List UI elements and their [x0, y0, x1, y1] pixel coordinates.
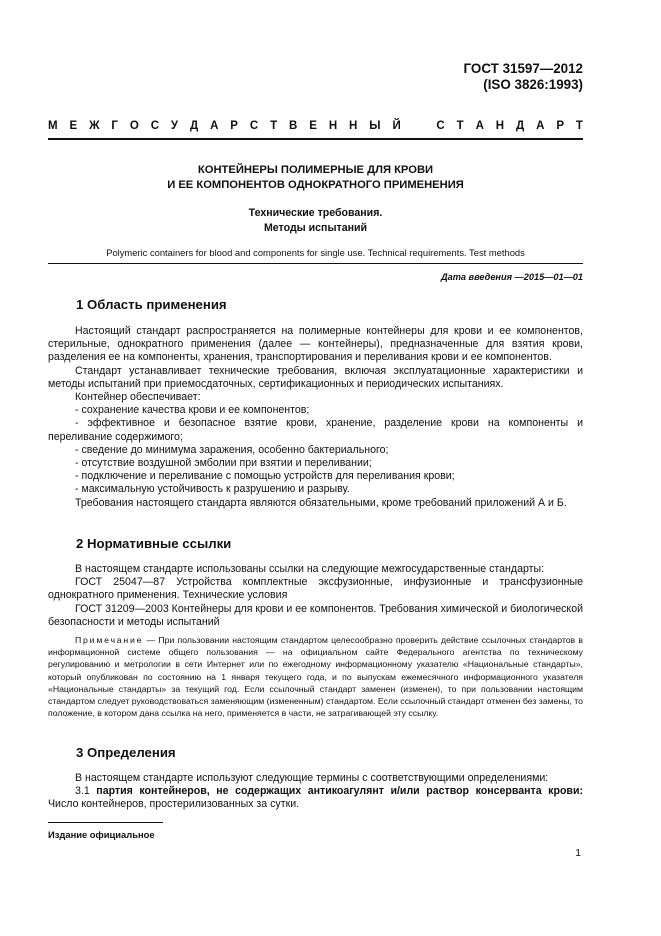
paragraph: Требования настоящего стандарта являются обязательными, кроме требований приложений А и Б. [75, 496, 567, 509]
intro-date: Дата введения —2015—01—01 [440, 272, 583, 282]
banner-letter: Н [495, 120, 505, 132]
document-designation [464, 61, 583, 93]
banner-letter: Р [556, 120, 565, 132]
section-3-body [48, 772, 583, 812]
document-title [48, 163, 583, 193]
list-item: - сведение до минимума заражения, особенно бактериального; [75, 443, 389, 456]
banner-letter: Т [575, 120, 583, 132]
reference-gost-31209: ГОСТ 31209—2003 Контейнеры для крови и ее компонентов. Требования химической и биологической безопасности и методы испытаний [48, 602, 583, 628]
note [48, 634, 583, 719]
term: партия контейнеров, не содержащих антикоагулянт и/или раствор консерванта крови: [96, 785, 583, 798]
banner-letter: Е [69, 120, 78, 132]
banner-letter: Т [270, 120, 278, 132]
banner-letter: Д [516, 120, 525, 132]
subtitle-line-1: Технические требования. [248, 207, 383, 219]
banner-letter: Г [111, 120, 118, 132]
banner-letter: С [436, 120, 445, 132]
definition: Число контейнеров, простерилизованных за сутки. [48, 798, 300, 811]
footer-rule [48, 822, 163, 823]
section-2-heading: 2 Нормативные ссылки [76, 536, 232, 551]
paragraph: В настоящем стандарте используют следующие термины с соответствующими определениями: [75, 772, 549, 784]
term-number: 3.1 [75, 785, 97, 798]
subtitle-line-2: Методы испытаний [263, 222, 368, 234]
banner-letter: Н [349, 120, 358, 132]
banner-letter: С [249, 120, 259, 132]
banner-letter: Т [456, 120, 464, 132]
banner-letter: А [536, 120, 545, 132]
note-text: — При пользовании настоящим стандартом целесообразно проверить действие ссылочных стандартов в информационной системе общего пользования — на официальном сайте Федерального агентства по техническому регулированию и метрологии в сети Интернет или по ежегодному информационному указателю «Национальные стандарты», который опубликован по состоянию на 1 января текущего года, и по выпускам ежемесячного информационного указателя «Национальные стандарты» за текущий год. Если ссылочный стандарт заменен (изменен), то при пользовании настоящим стандартом следует руководствоваться заменяющим (измененным) стандартом. Если ссылочный стандарт отменен без замены, то положение, в котором дана ссылка на него, применяется в части, не затрагивающей эту ссылку. [48, 635, 583, 719]
banner-letter: О [129, 120, 139, 132]
banner-letter: У [170, 120, 179, 132]
english-title: Polymeric containers for blood and components for single use. Technical requirements. Test methods [106, 247, 525, 258]
section-3-heading: 3 Определения [76, 745, 176, 760]
banner-letter: Й [392, 120, 401, 132]
banner-letter: М [48, 120, 58, 132]
document-subtitle [48, 206, 583, 236]
banner-letter: В [289, 120, 298, 132]
banner-letter: А [475, 120, 484, 132]
section-1-body [48, 325, 583, 510]
banner-letter: Ы [369, 120, 381, 132]
banner-letter: Н [328, 120, 338, 132]
banner-letter: Д [189, 120, 199, 132]
list-item: - эффективное и безопасное взятие крови, хранение, разделение крови на компоненты и переливание содержимого; [48, 417, 583, 443]
banner-letter: Е [309, 120, 317, 132]
page-number: 1 [575, 848, 581, 859]
section-2-body [48, 563, 583, 629]
edition-label: Издание официальное [48, 829, 155, 840]
note-label: Примечание [75, 635, 144, 645]
banner-letter: Ж [89, 120, 100, 132]
list-item: - отсутствие воздушной эмболии при взятии и переливании; [75, 457, 372, 470]
banner-letter: С [150, 120, 159, 132]
iso-number: (ISO 3826:1993) [483, 77, 583, 92]
paragraph: Настоящий стандарт распространяется на полимерные контейнеры для крови и ее компонентов, стерильные, однократного применения (далее — контейнеры), предназначенные для взятия крови, разделения ее на компоненты, хранения, транспортирования и переливания крови и ее компонентов. [48, 325, 583, 364]
interstate-standard-banner [48, 120, 583, 132]
title-line-2: И ЕЕ КОМПОНЕНТОВ ОДНОКРАТНОГО ПРИМЕНЕНИЯ [167, 179, 464, 191]
banner-rule [48, 138, 583, 140]
banner-letter: Р [230, 120, 238, 132]
list-item: - максимальную устойчивость к разрушению и разрыву. [75, 483, 350, 496]
title-line-1: КОНТЕЙНЕРЫ ПОЛИМЕРНЫЕ ДЛЯ КРОВИ [197, 164, 434, 176]
banner-letter: А [210, 120, 219, 132]
section-1-heading: 1 Область применения [76, 297, 227, 312]
note-paragraph [48, 634, 583, 719]
list-item: - сохранение качества крови и ее компонентов; [75, 404, 310, 417]
title-rule [48, 263, 583, 264]
paragraph: Стандарт устанавливает технические требования, включая эксплуатационные характеристики и методы испытаний при приемосдаточных, сертификационных и периодических испытаниях. [48, 364, 583, 390]
list-item: - подключение и переливание с помощью устройств для переливания крови; [75, 470, 455, 483]
term-definition [48, 785, 583, 811]
paragraph: В настоящем стандарте использованы ссылки на следующие межгосударственные стандарты: [75, 563, 545, 575]
gost-number: ГОСТ 31597—2012 [463, 61, 583, 76]
paragraph: Контейнер обеспечивает: [75, 391, 201, 404]
reference-gost-25047: ГОСТ 25047—87 Устройства комплектные эксфузионные, инфузионные и трансфузионные однократного применения. Технические условия [48, 576, 583, 602]
